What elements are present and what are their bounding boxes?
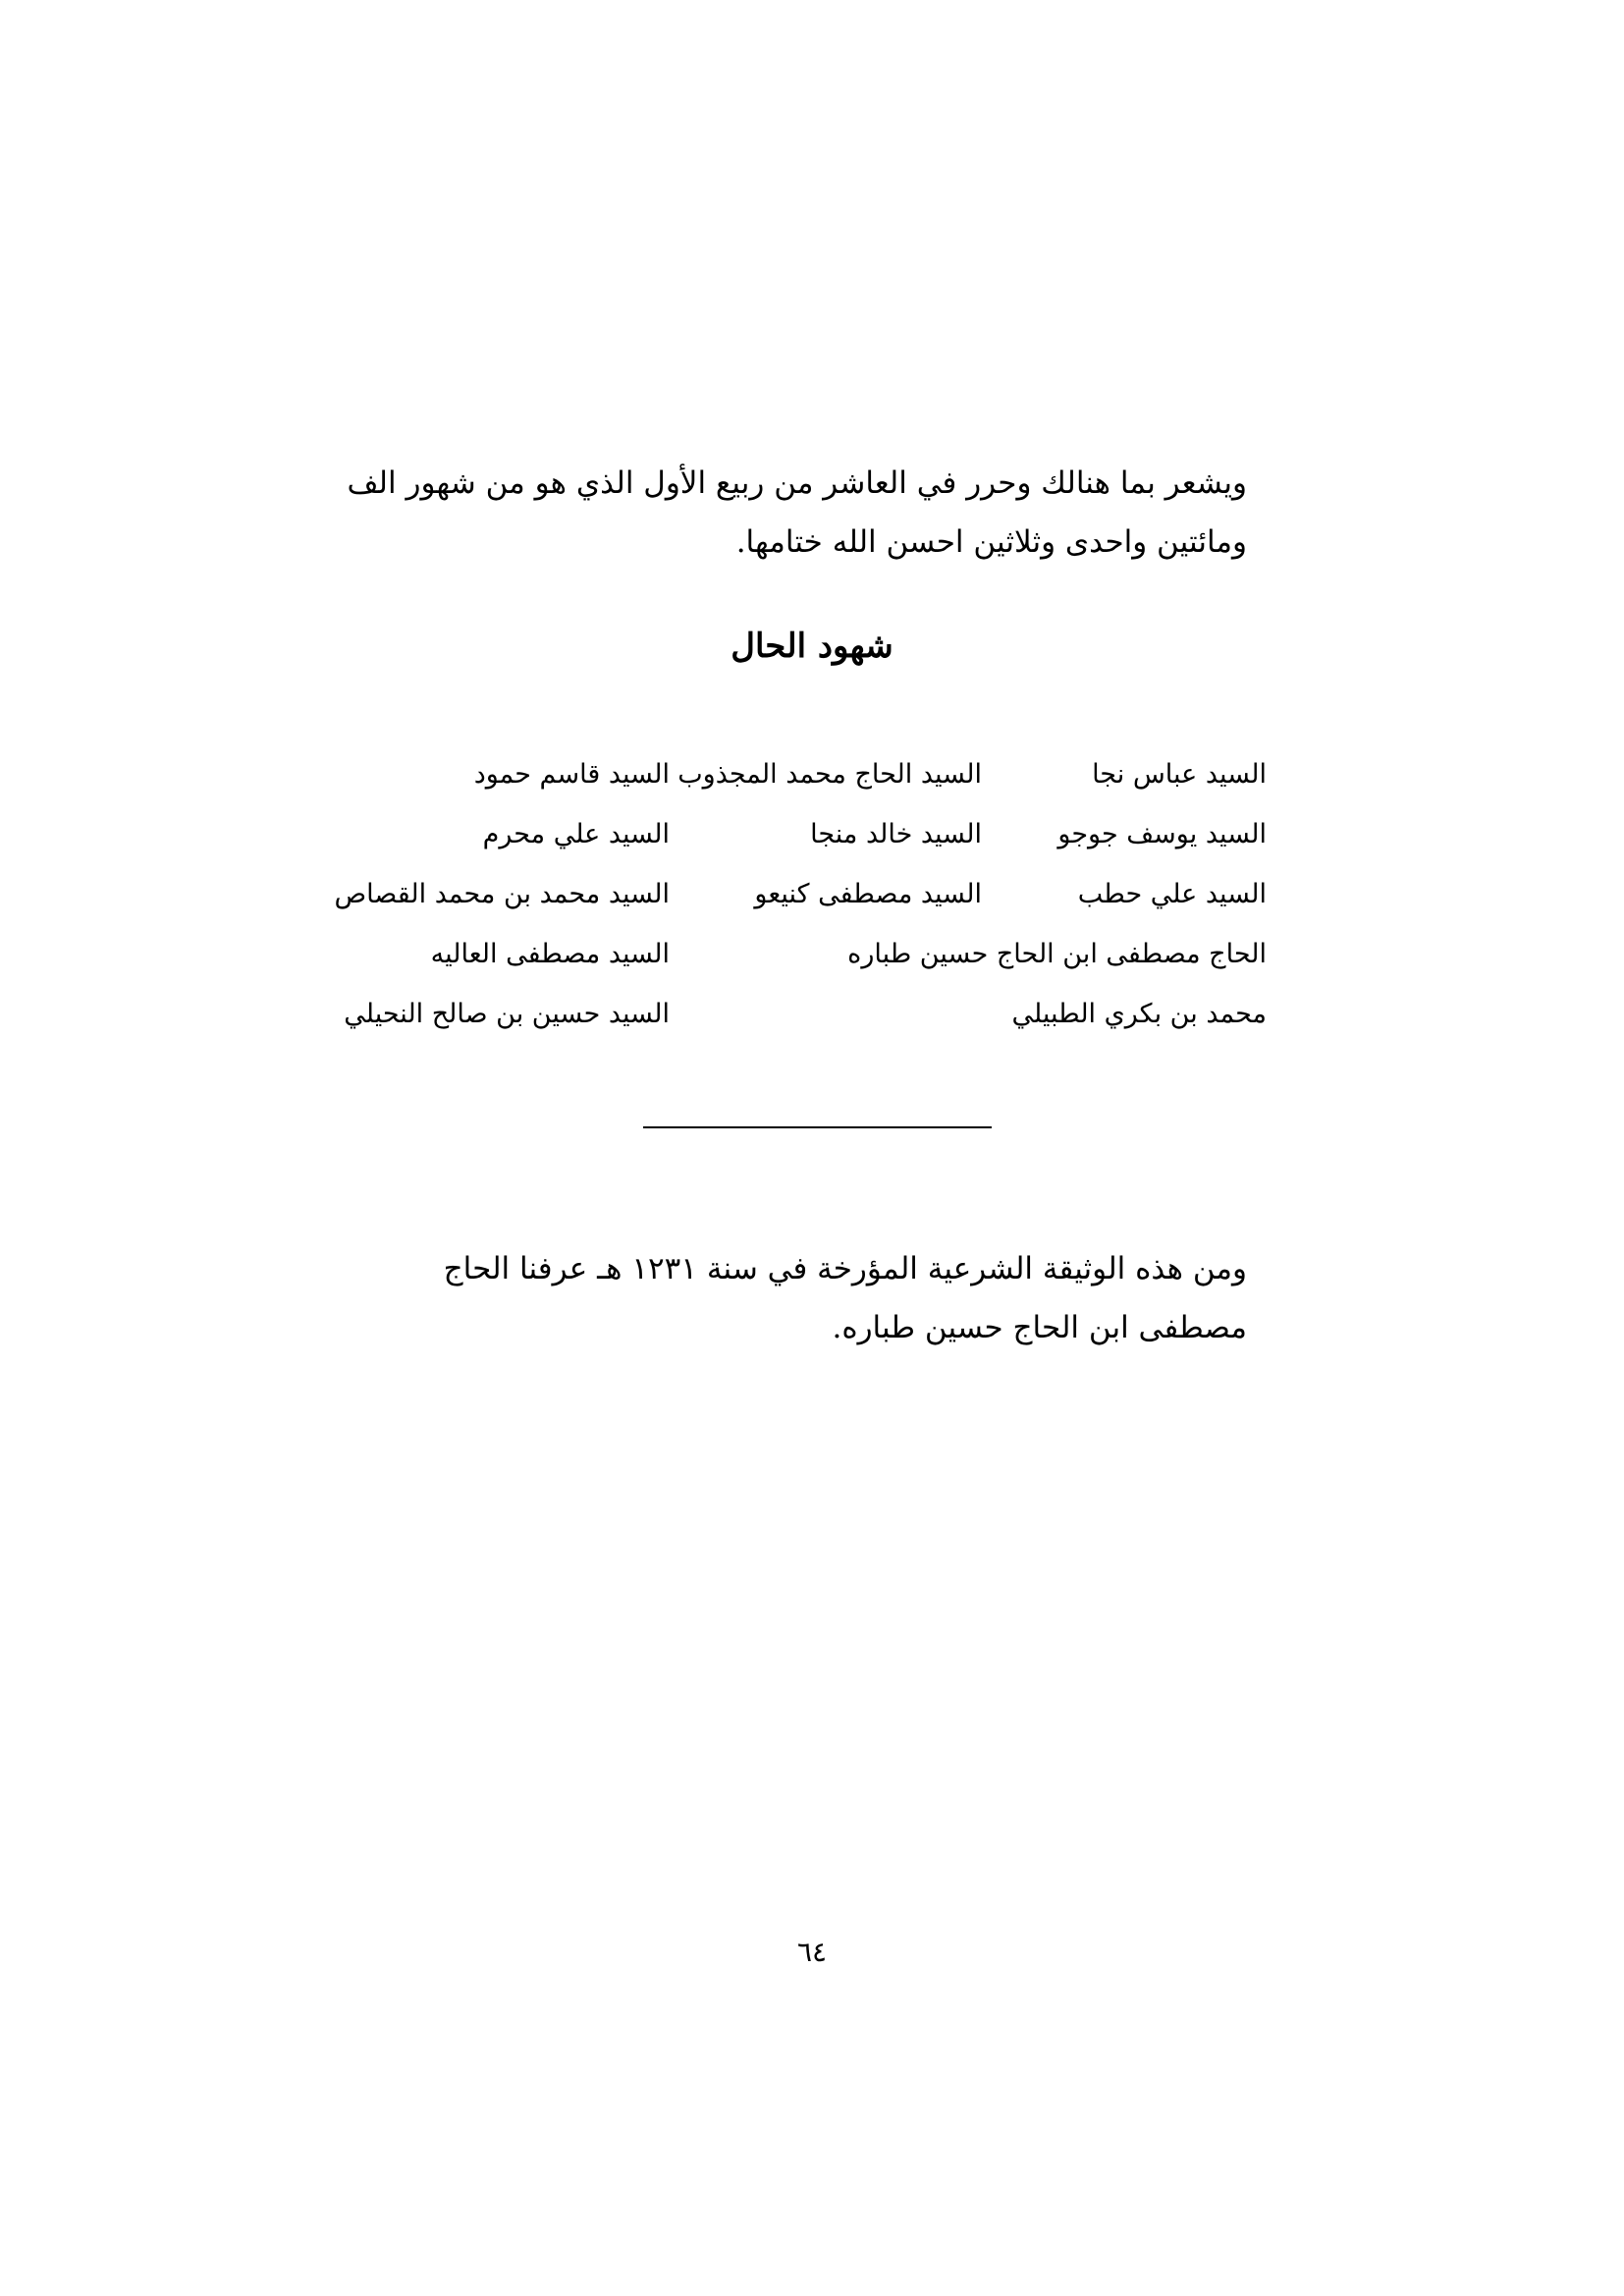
witness-name: السيد خالد منجا [810,819,982,849]
witness-name: السيد مصطفى العاليه [430,939,670,969]
note-paragraph [371,1239,1247,1357]
witnesses-list [334,744,1267,1044]
intro-paragraph [347,454,1247,572]
note-paragraph-line-2: مصطفى ابن الحاج حسين طباره. [832,1310,1247,1345]
witness-name: السيد حسين بن صالح النحيلي [344,999,670,1029]
witness-name: السيد علي محرم [482,819,670,849]
page-number: ٦٤ [796,1936,828,1968]
witness-row [334,864,1267,924]
intro-paragraph-line-2: ومائتين واحدى وثلاثين احسن الله ختامها. [735,524,1247,560]
witness-name: السيد قاسم حمود [473,759,670,790]
witness-name: السيد مصطفى كنيعو [754,879,982,909]
witnesses-heading: شهود الحال [731,627,893,666]
witness-name: السيد يوسف جوجو [1057,819,1267,849]
witness-name: السيد علي حطب [1077,879,1267,909]
witness-name: السيد الحاج محمد المجذوب [677,759,982,790]
witness-row [353,744,1267,804]
witness-name: السيد عباس نجا [1092,759,1267,790]
witness-name: السيد محمد بن محمد القصاص [334,879,670,909]
witness-name: محمد بن بكري الطبيلي [1011,999,1267,1029]
intro-paragraph-line-1: ويشعر بما هنالك وحرر في العاشر من ربيع الأول الذي هو من شهور الف [347,465,1247,501]
witness-row [353,804,1267,864]
note-paragraph-line-1: ومن هذه الوثيقة الشرعية المؤرخة في سنة ١٢٣١ هـ عرفنا الحاج [443,1251,1247,1286]
witness-row [344,984,1267,1044]
witness-row [353,924,1267,984]
section-divider [643,1126,992,1128]
witness-name: الحاج مصطفى ابن الحاج حسين طباره [847,939,1267,969]
